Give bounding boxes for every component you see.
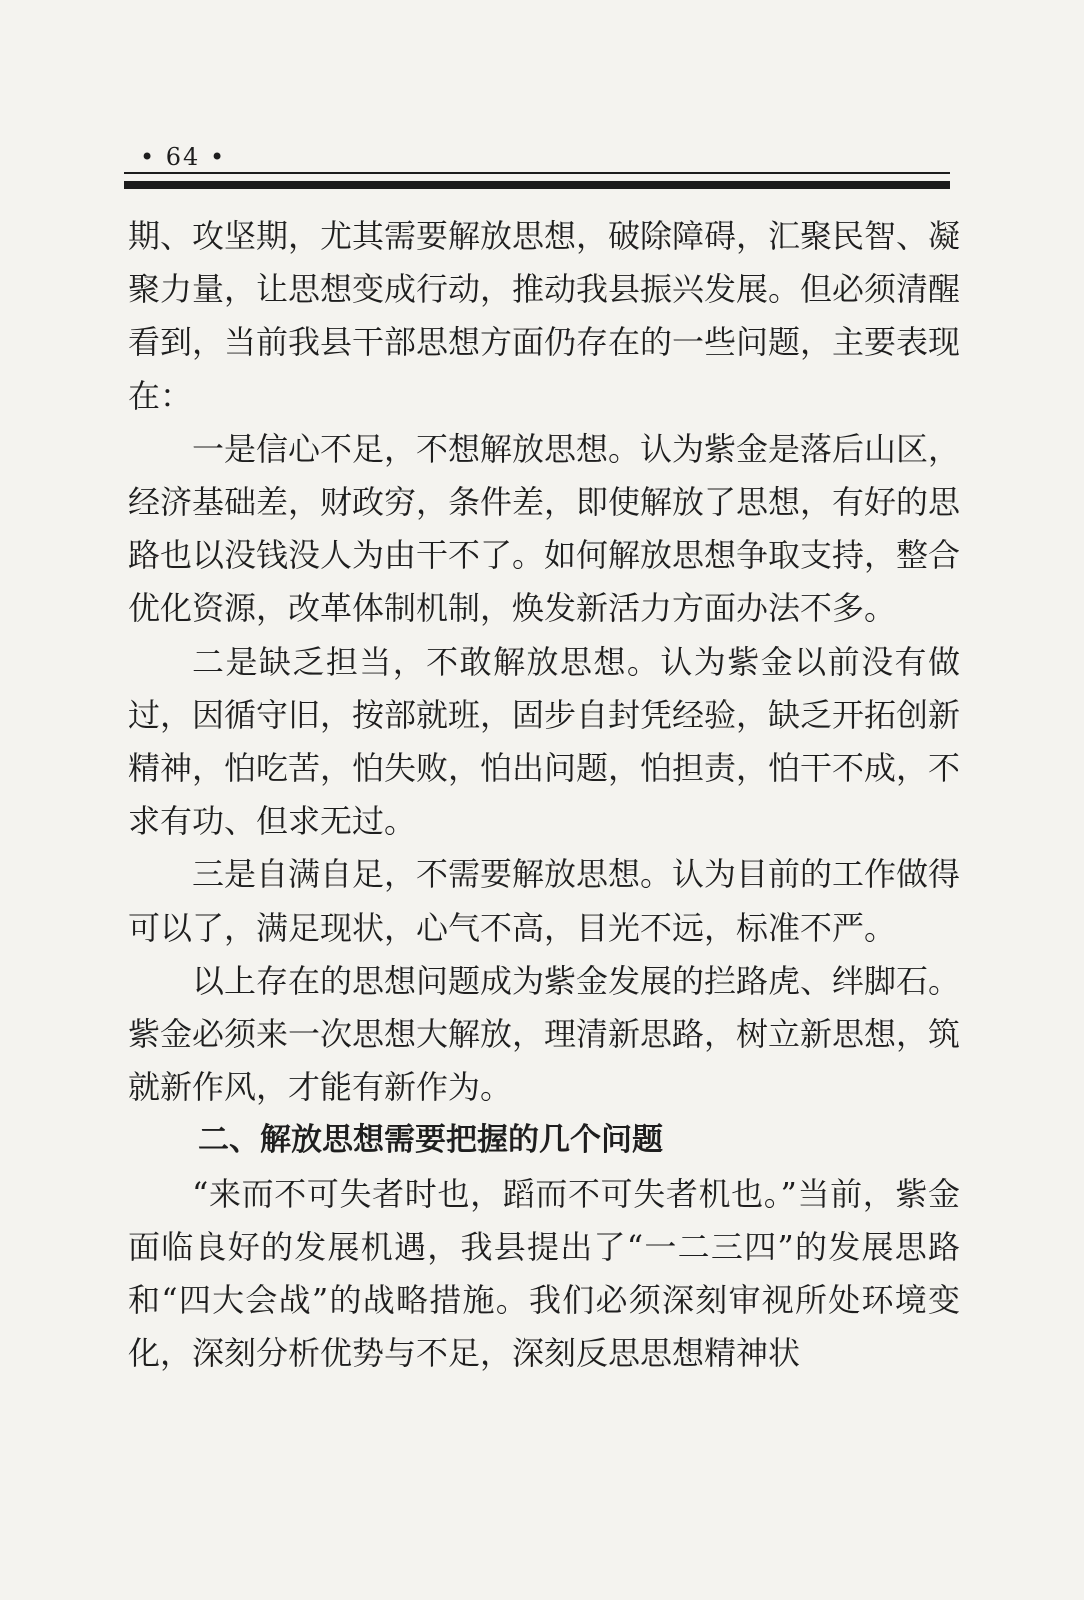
paragraph-lack-of-responsibility: 二是缺乏担当，不敢解放思想。认为紫金以前没有做过，因循守旧，按部就班，固步自封凭经验，缺乏开拓创新精神，怕吃苦，怕失败，怕出问题，怕担责，怕干不成，不求有功、但求无过。 bbox=[128, 642, 961, 841]
paragraph-opportunity: “来而不可失者时也，蹈而不可失者机也。”当前，紫金面临良好的发展机遇，我县提出了“一二三四”的发展思路和“四大会战”的战略措施。我们必须深刻审视所处环境变化，深刻分析优势与不足，深刻反思思想精神状 bbox=[128, 1174, 960, 1373]
paragraph-summary: 以上存在的思想问题成为紫金发展的拦路虎、绊脚石。紫金必须来一次思想大解放，理清新思路，树立新思想，筑就新作风，才能有新作为。 bbox=[128, 961, 961, 1107]
page-number: • 64 • bbox=[140, 143, 227, 171]
paragraph-complacency: 三是自满自足，不需要解放思想。认为目前的工作做得可以了，满足现状，心气不高，目光不远，标准不严。 bbox=[128, 855, 961, 947]
paragraph-continued: 期、攻坚期，尤其需要解放思想，破除障碍，汇聚民智、凝聚力量，让思想变成行动，推动我县振兴发展。但必须清醒看到，当前我县干部思想方面仍存在的一些问题，主要表现在： bbox=[128, 217, 961, 415]
paragraph-lack-of-confidence: 一是信心不足，不想解放思想。认为紫金是落后山区，经济基础差，财政穷，条件差，即使解放了思想，有好的思路也以没钱没人为由干不了。如何解放思想争取支持，整合优化资源，改革体制机制，焕发新活力方面办法不多。 bbox=[128, 429, 961, 628]
header-rule-thick bbox=[124, 181, 950, 189]
header-rule-thin bbox=[124, 172, 950, 174]
section-heading: 二、解放思想需要把握的几个问题 bbox=[198, 1122, 663, 1159]
body-text bbox=[128, 210, 960, 1380]
